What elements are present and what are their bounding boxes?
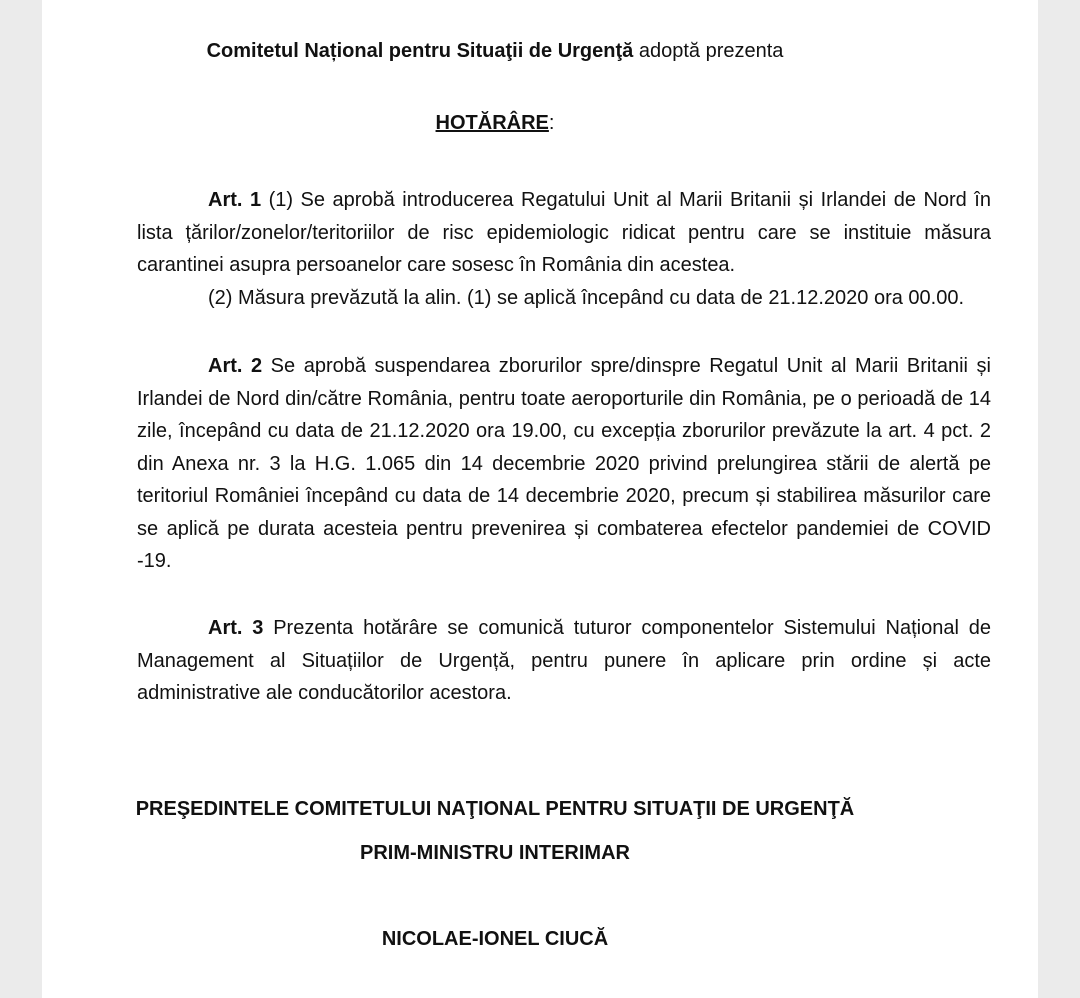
document-page [42,0,1038,998]
document-heading [42,112,948,135]
article-1-label: Art. 1 [208,189,262,211]
article-1-paragraph-2 [137,282,991,315]
signature-title: PREŞEDINTELE COMITETULUI NAŢIONAL PENTRU SITUAŢII DE URGENŢĂ [135,798,855,820]
article-2-label: Art. 2 [208,355,263,377]
signatory-name: NICOLAE-IONEL CIUCĂ [381,928,609,950]
article-3-text-1: Prezenta hotărâre se comunică tuturor componentelor Sistemului Național de Management al Situațiilor de Urgență, pentru punere în aplicare prin ordine și acte administrative ale conducătorilor acestora. [137,617,991,704]
committee-name: Comitetul Național pentru Situaţii de Urgenţă [206,40,634,62]
heading-suffix: : [548,112,555,134]
article-3-label: Art. 3 [208,617,264,639]
intro-text: adoptă prezenta [633,40,784,62]
article-3 [137,612,991,710]
article-2 [137,350,991,578]
article-3-paragraph-1 [137,612,991,710]
article-1-text-2: (2) Măsura prevăzută la alin. (1) se aplică începând cu data de 21.12.2020 ora 00.00. [208,286,965,309]
article-1-text-1: (1) Se aprobă introducerea Regatului Unit al Marii Britanii și Irlandei de Nord în lista țărilor/zonelor/teritoriilor de risc epidemiologic ridicat pentru care se instituie măsura carantinei asupra persoanelor care sosesc în România din acestea. [137,189,991,276]
heading-title: HOTĂRÂRE [435,112,549,134]
article-1 [137,184,991,314]
article-1-paragraph-1 [137,184,991,282]
article-2-paragraph-1 [137,350,991,578]
intro-line [42,40,948,63]
signature-role: PRIM-MINISTRU INTERIMAR [360,842,630,864]
article-2-text-1: Se aprobă suspendarea zborurilor spre/dinspre Regatul Unit al Marii Britanii și Irlandei de Nord din/către România, pentru toate aeroporturile din România, pe o perioadă de 14 zile, începând cu data de 21.12.2020 ora 19.00, cu excepția zborurilor prevăzute la art. 4 pct. 2 din Anexa nr. 3 la H.G. 1.065 din 14 decembrie 2020 privind prelungirea stării de alertă pe teritoriul României începând cu data de 14 decembrie 2020, precum și stabilirea măsurilor care se aplică pe durata acesteia pentru prevenirea și combaterea efectelor pandemiei de COVID -19. [137,355,991,572]
